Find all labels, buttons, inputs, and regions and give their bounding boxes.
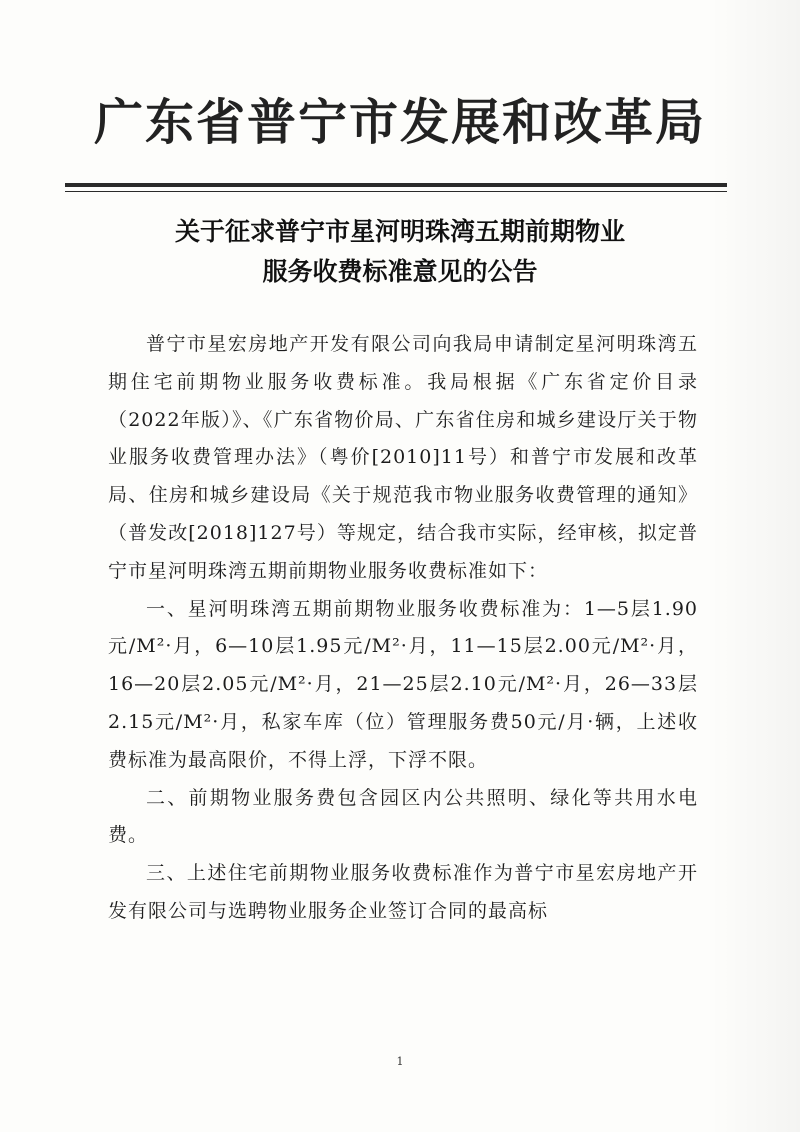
- paragraph-item-1: 一、星河明珠湾五期前期物业服务收费标准为：1—5层1.90元/M²·月，6—10层1.95元/M²·月，11—15层2.00元/M²·月，16—20层2.05元/M²·月，21—25层2.10元/M²·月，26—33层2.15元/M²·月，私家车库（位）管理服务费50元/月·辆，上述收费标准为最高限价，不得上浮，下浮不限。: [108, 597, 698, 771]
- document-title: [0, 212, 800, 292]
- document-title-line-2: 服务收费标准意见的公告: [262, 257, 538, 286]
- document-title-line-1: 关于征求普宁市星河明珠湾五期前期物业: [174, 217, 625, 246]
- scan-shadow: [710, 0, 800, 1132]
- page-number: 1: [396, 1055, 404, 1068]
- letterhead-rule-thick: [65, 183, 727, 187]
- document-body: [108, 326, 698, 931]
- paragraph-item-3: 三、上述住宅前期物业服务收费标准作为普宁市星宏房地产开发有限公司与选聘物业服务企业签订合同的最高标: [108, 862, 698, 922]
- letterhead-rule-thin: [65, 191, 727, 192]
- paragraph-intro: 普宁市星宏房地产开发有限公司向我局申请制定星河明珠湾五期住宅前期物业服务收费标准。我局根据《广东省定价目录（2022年版）》、《广东省物价局、广东省住房和城乡建设厅关于物业服务收费管理办法》（粤价[2010]11号）和普宁市发展和改革局、住房和城乡建设局《关于规范我市物业服务收费管理的通知》（普发改[2018]127号）等规定，结合我市实际，经审核，拟定普宁市星河明珠湾五期前期物业服务收费标准如下：: [108, 333, 698, 582]
- paragraph-item-2: 二、前期物业服务费包含园区内公共照明、绿化等共用水电费。: [108, 786, 698, 847]
- letterhead-title: 广东省普宁市发展和改革局: [93, 93, 706, 151]
